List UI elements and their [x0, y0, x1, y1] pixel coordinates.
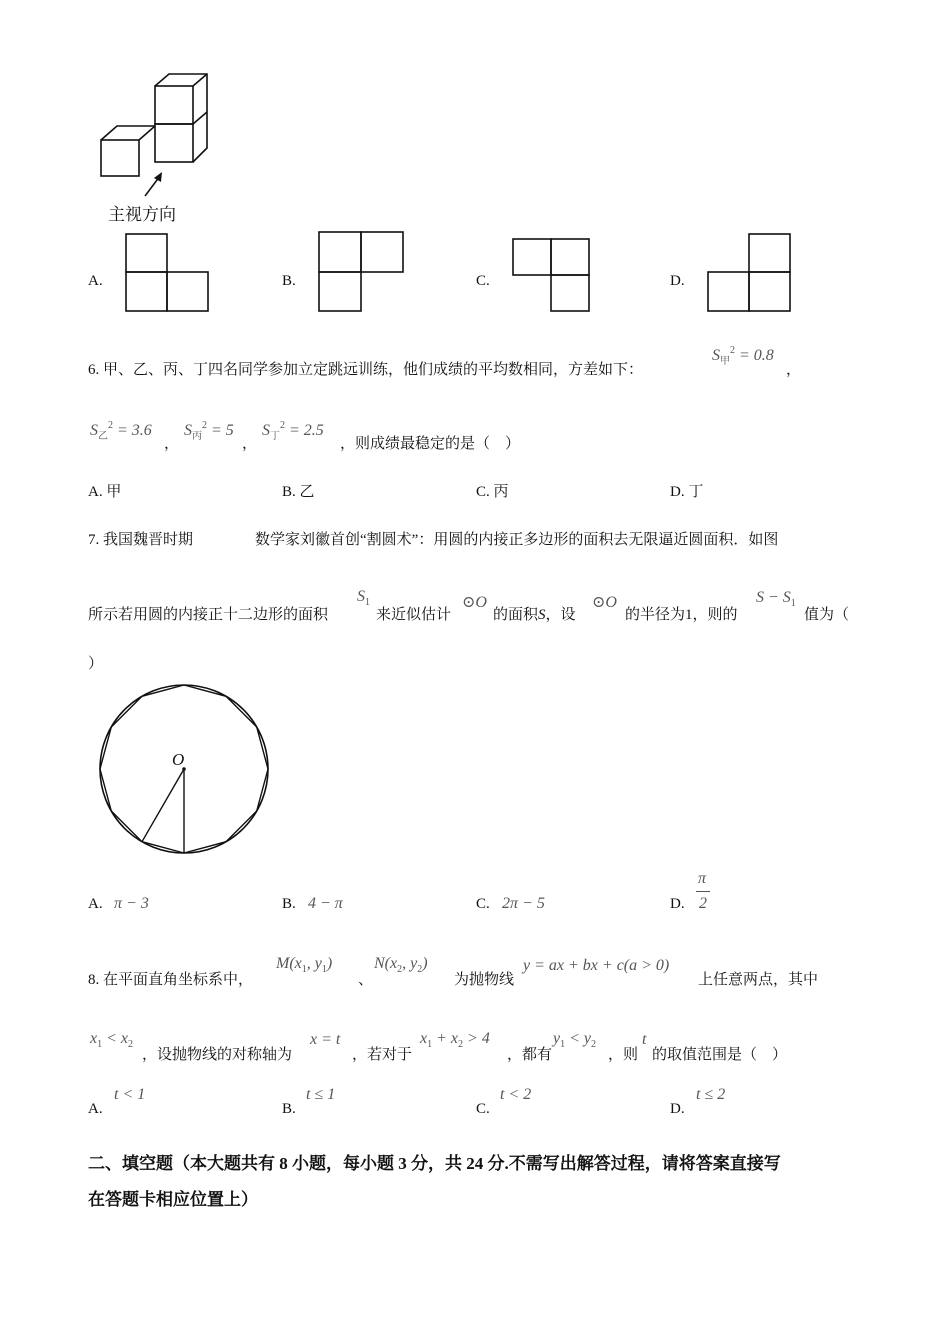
q6-option-c[interactable]: C. 丙	[476, 484, 509, 500]
q7-s1	[357, 588, 370, 608]
q8-x1-sub: 1	[97, 1039, 103, 1050]
q6-var-yi	[90, 420, 152, 442]
q6-var-bing	[184, 420, 234, 442]
q6-val-yi: = 3.6	[113, 422, 152, 439]
section2-heading-line2: 在答题卡相应位置上）	[88, 1190, 258, 1209]
q5-option-b-figure[interactable]	[318, 231, 406, 313]
q7-option-b-expr[interactable]: 4 − π	[308, 895, 343, 912]
q8-n-y-symbol: , y	[402, 955, 418, 972]
q7-stem-line2c	[493, 603, 576, 624]
q7-option-c-expr[interactable]: 2π − 5	[502, 895, 545, 912]
q7-option-d-denominator[interactable]: 2	[699, 895, 707, 912]
q7-stem-line2a: 所示若用圆的内接正十二边形的面积	[88, 607, 329, 623]
q8-x1-lt-x2	[90, 1030, 133, 1050]
q8-sum-mid: + x	[432, 1030, 459, 1047]
q6-option-d[interactable]: D. 丁	[670, 484, 704, 500]
q5-option-a-label[interactable]: A.	[88, 273, 103, 289]
q7-option-a-expr[interactable]: π − 3	[114, 895, 149, 912]
q8-option-a-expr[interactable]: t < 1	[114, 1086, 146, 1103]
q8-point-n	[374, 955, 428, 975]
q7-option-b-label[interactable]: B.	[282, 896, 296, 912]
q7-option-c-label[interactable]: C.	[476, 896, 490, 912]
q6-val-jia: = 0.8	[735, 347, 774, 364]
q7-s-minus-s1-text: S − S	[756, 589, 791, 606]
view-direction-arrow	[140, 170, 170, 200]
q6-option-a[interactable]: A. 甲	[88, 484, 122, 500]
q5-option-c-figure[interactable]	[512, 238, 592, 313]
q8-sum-x1-sub: 1	[427, 1039, 433, 1050]
q7-option-d-label[interactable]: D.	[670, 896, 685, 912]
q6-sub-jia: 甲	[720, 356, 730, 367]
q8-m-y-symbol: , y	[306, 955, 322, 972]
q7-stem-line3: ）	[88, 656, 104, 672]
q8-x2-sub: 2	[128, 1039, 134, 1050]
q7-option-a-label[interactable]: A.	[88, 896, 103, 912]
q8-point-m	[276, 955, 332, 975]
q6-sub-ding: 丁	[270, 431, 280, 442]
q7-stem-line2b: 来近似估计	[376, 607, 452, 623]
q8-option-d-expr[interactable]: t ≤ 2	[696, 1086, 726, 1103]
q8-m-x-symbol: M(x	[276, 955, 302, 972]
q8-option-c-expr[interactable]: t < 2	[500, 1086, 532, 1103]
view-direction-caption: 主视方向	[108, 205, 176, 225]
q5-option-a-figure[interactable]	[125, 233, 211, 313]
q8-parabola-left: y = ax	[523, 957, 564, 974]
q6-s-symbol-ding: S	[262, 422, 270, 439]
q6-val-ding: = 2.5	[285, 422, 324, 439]
q8-stem-e: ，若对于	[352, 1047, 413, 1063]
q6-sup-bing: 2	[202, 420, 207, 431]
q8-stem-a: 8. 在平面直角坐标系中，	[88, 972, 254, 988]
q6-sub-bing: 丙	[192, 431, 202, 442]
q5-option-d-figure[interactable]	[707, 233, 793, 313]
q8-n-x-sub: 2	[397, 964, 403, 975]
q7-s-minus-s1-sub: 1	[790, 598, 796, 609]
q8-stem-f: ，都有	[507, 1047, 553, 1063]
q6-stem-line1: 6. 甲、乙、丙、丁四名同学参加立定跳远训练，他们成绩的平均数相同，方差如下：	[88, 362, 644, 378]
q7-s1-sub: 1	[365, 597, 370, 608]
q8-t: t	[642, 1031, 647, 1048]
q8-x1-symbol: x	[90, 1030, 98, 1047]
q8-y1-symbol: y	[553, 1030, 561, 1047]
q7-area-word: 的面积	[493, 607, 539, 623]
q8-m-close: )	[326, 955, 333, 972]
q6-sup-yi: 2	[108, 420, 113, 431]
q8-parabola-right: + bx + c(a > 0)	[564, 957, 670, 974]
q8-option-d-label[interactable]: D.	[670, 1101, 685, 1117]
q7-stem-line1b: 数学家刘徽首创“割圆术”：用圆的内接正多边形的面积去无限逼近圆面积．如图	[255, 532, 779, 548]
dodecagon-circle-figure	[98, 683, 274, 859]
q8-lt-x2: < x	[102, 1030, 129, 1047]
q8-sum-end: > 4	[463, 1030, 490, 1047]
q8-stem-d: ，设抛物线的对称轴为	[142, 1047, 293, 1063]
q7-set-word: ，设	[545, 607, 576, 623]
q7-s-minus-s1	[756, 589, 796, 609]
q8-parabola	[523, 955, 669, 975]
q7-s-var: S	[538, 607, 546, 623]
q6-s-symbol-yi: S	[90, 422, 98, 439]
q6-s-symbol-bing: S	[184, 422, 192, 439]
q6-stem-tail: ，则成绩最稳定的是（ ）	[340, 436, 521, 452]
q8-sep: 、	[358, 972, 374, 988]
q8-stem-c: 上任意两点，其中	[698, 972, 819, 988]
q6-var-jia	[712, 345, 774, 367]
q8-m-x-sub: 1	[301, 964, 307, 975]
q7-stem-line2f: 值为（	[804, 607, 850, 623]
q7-stem-line1a: 7. 我国魏晋时期	[88, 532, 194, 548]
q8-y1-sub: 1	[560, 1039, 566, 1050]
q8-n-x-symbol: N(x	[374, 955, 398, 972]
q7-option-d-fraction-bar	[696, 891, 710, 892]
q7-option-d-numerator[interactable]: π	[698, 870, 707, 887]
q8-option-b-expr[interactable]: t ≤ 1	[306, 1086, 336, 1103]
q8-option-c-label[interactable]: C.	[476, 1101, 490, 1117]
q6-var-ding	[262, 420, 324, 442]
section2-heading-line1: 二、填空题（本大题共有 8 小题，每小题 3 分，共 24 分.不需写出解答过程，请将答案直接写	[88, 1154, 781, 1173]
q8-axis: x = t	[310, 1031, 341, 1048]
q8-m-y-sub: 1	[321, 964, 327, 975]
q8-stem-h: 的取值范围是（ ）	[652, 1047, 788, 1063]
q6-sub-yi: 乙	[98, 431, 108, 442]
q8-lt-y2: < y	[565, 1030, 592, 1047]
q7-stem-line2e: 的半径为1，则的	[625, 607, 738, 623]
q8-option-a-label[interactable]: A.	[88, 1101, 103, 1117]
q5-option-c-label[interactable]: C.	[476, 273, 490, 289]
q6-s-symbol: S	[712, 347, 720, 364]
q6-comma-3: ，	[242, 436, 258, 452]
q8-y2-sub: 2	[591, 1039, 597, 1050]
q8-sum-x1: x	[420, 1030, 428, 1047]
q6-comma-2: ，	[164, 436, 180, 452]
q5-option-b-label[interactable]: B.	[282, 273, 296, 289]
q7-odot-o-1: ⊙O	[462, 594, 487, 611]
q8-y1-lt-y2	[553, 1030, 596, 1050]
q5-option-d-label[interactable]: D.	[670, 273, 685, 289]
q8-sum	[420, 1030, 490, 1050]
q8-n-y-sub: 2	[417, 964, 423, 975]
q6-comma-1: ，	[786, 362, 802, 378]
q6-sup-ding: 2	[280, 420, 285, 431]
q6-val-bing: = 5	[207, 422, 234, 439]
q7-s1-symbol: S	[357, 588, 365, 605]
circle-center-label: O	[172, 750, 185, 769]
q6-sup-jia: 2	[730, 345, 735, 356]
q7-odot-o-2: ⊙O	[592, 594, 617, 611]
q8-option-b-label[interactable]: B.	[282, 1101, 296, 1117]
q8-stem-g: ，则	[608, 1047, 639, 1063]
q6-option-b[interactable]: B. 乙	[282, 484, 315, 500]
q8-stem-b: 为抛物线	[454, 972, 515, 988]
q8-n-close: )	[422, 955, 428, 972]
q8-sum-x2-sub: 2	[458, 1039, 464, 1050]
